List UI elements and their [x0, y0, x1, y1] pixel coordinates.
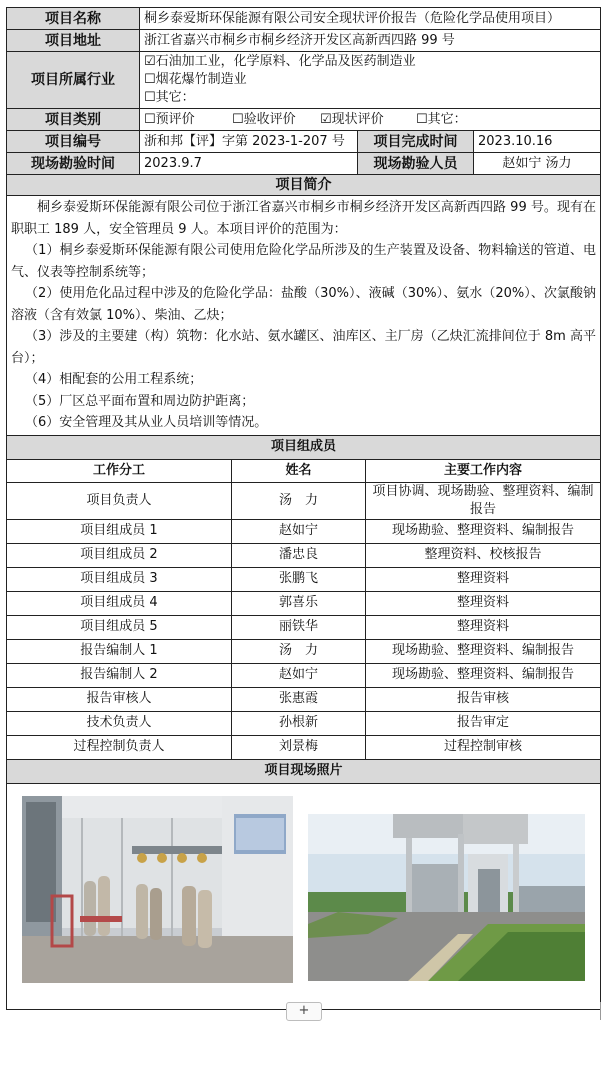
unchecked-box-icon: ☐ [416, 111, 428, 127]
project-address-label: 项目地址 [7, 30, 140, 52]
checked-box-icon: ☑ [320, 111, 332, 127]
member-role: 项目组成员 4 [7, 591, 232, 615]
category-options [140, 109, 601, 131]
member-work: 现场勘验、整理资料、编制报告 [366, 519, 601, 543]
table-row [7, 687, 601, 711]
checked-box-icon: ☑ [144, 54, 156, 69]
member-work: 整理资料 [366, 567, 601, 591]
building-exterior-image [308, 814, 585, 981]
survey-time-value: 2023.9.7 [140, 153, 358, 175]
member-name: 赵如宁 [232, 663, 366, 687]
table-row [7, 663, 601, 687]
member-name: 丽铁华 [232, 615, 366, 639]
info-table [6, 7, 601, 436]
member-role: 项目组成员 1 [7, 519, 232, 543]
member-role: 报告编制人 2 [7, 663, 232, 687]
industry-option-petrochem: ☑石油加工业，化学原料、化学品及医药制造业 [144, 54, 416, 69]
member-name: 张惠霞 [232, 687, 366, 711]
member-role: 项目组成员 3 [7, 567, 232, 591]
finish-time-value: 2023.10.16 [474, 131, 601, 153]
industry-option-fireworks: ☐烟花爆竹制造业 [144, 72, 247, 87]
category-option-current: ☑现状评价 [320, 111, 384, 127]
page-edge-divider [600, 1002, 601, 1020]
member-work: 过程控制审核 [366, 735, 601, 759]
member-work: 项目协调、现场勘验、整理资料、编制报告 [366, 482, 601, 519]
unchecked-box-icon: ☐ [232, 111, 244, 127]
table-row [7, 519, 601, 543]
member-name: 刘景梅 [232, 735, 366, 759]
intro-title: 项目简介 [7, 175, 601, 196]
member-work: 报告审核 [366, 687, 601, 711]
photos-title: 项目现场照片 [7, 759, 601, 783]
category-option-pre: ☐预评价 [144, 111, 195, 127]
member-role: 项目组成员 2 [7, 543, 232, 567]
add-row-button[interactable]: + [286, 1002, 322, 1021]
member-role: 报告审核人 [7, 687, 232, 711]
report-sheet [6, 7, 600, 1010]
member-role: 报告编制人 1 [7, 639, 232, 663]
survey-staff-label: 现场勘验人员 [358, 153, 474, 175]
member-name: 郭喜乐 [232, 591, 366, 615]
member-name: 孙根新 [232, 711, 366, 735]
member-name: 潘忠良 [232, 543, 366, 567]
member-role: 项目组成员 5 [7, 615, 232, 639]
cylinder-room-image [22, 796, 293, 983]
table-row [7, 639, 601, 663]
member-work: 整理资料 [366, 591, 601, 615]
table-row [7, 711, 601, 735]
team-header-role: 工作分工 [7, 459, 232, 482]
member-role: 技术负责人 [7, 711, 232, 735]
member-name: 汤 力 [232, 482, 366, 519]
unchecked-box-icon: ☐ [144, 72, 156, 87]
project-address-value: 浙江省嘉兴市桐乡市桐乡经济开发区高新西四路 99 号 [140, 30, 601, 52]
table-row [7, 735, 601, 759]
survey-time-label: 现场勘验时间 [7, 153, 140, 175]
table-row [7, 591, 601, 615]
member-role: 过程控制负责人 [7, 735, 232, 759]
project-name-value: 桐乡泰爱斯环保能源有限公司安全现状评价报告（危险化学品使用项目） [140, 8, 601, 30]
unchecked-box-icon: ☐ [144, 90, 156, 105]
team-header-work: 主要工作内容 [366, 459, 601, 482]
member-work: 现场勘验、整理资料、编制报告 [366, 663, 601, 687]
member-name: 张鹏飞 [232, 567, 366, 591]
intro-paragraph: （6）安全管理及其从业人员培训等情况。 [25, 415, 268, 430]
member-work: 现场勘验、整理资料、编制报告 [366, 639, 601, 663]
category-option-acceptance: ☐验收评价 [232, 111, 296, 127]
category-option-other: ☐其它： [416, 111, 467, 127]
table-row [7, 615, 601, 639]
member-role: 项目负责人 [7, 482, 232, 519]
team-header-name: 姓名 [232, 459, 366, 482]
table-row [7, 482, 601, 519]
table-row [7, 567, 601, 591]
intro-paragraph: （2）使用危化品过程中涉及的危险化学品：盐酸（30%）、液碱（30%）、氨水（20%）、次氯酸钠溶液（含有效氯 10%）、柴油、乙炔； [11, 286, 596, 323]
member-work: 整理资料、校核报告 [366, 543, 601, 567]
intro-paragraph: （3）涉及的主要建（构）筑物：化水站、氨水罐区、油库区、主厂房（乙炔汇流排间位于 8m 高平台）； [11, 329, 596, 366]
site-photo-cylinder-room [22, 796, 293, 983]
industry-label: 项目所属行业 [7, 52, 140, 109]
team-title: 项目组成员 [7, 435, 601, 459]
intro-body [7, 196, 601, 436]
project-number-label: 项目编号 [7, 131, 140, 153]
intro-paragraph: （4）相配套的公用工程系统； [25, 372, 203, 387]
unchecked-box-icon: ☐ [144, 111, 156, 127]
industry-options [140, 52, 601, 109]
project-name-label: 项目名称 [7, 8, 140, 30]
member-name: 赵如宁 [232, 519, 366, 543]
finish-time-label: 项目完成时间 [358, 131, 474, 153]
member-name: 汤 力 [232, 639, 366, 663]
project-number-value: 浙和邦【评】字第 2023-1-207 号 [140, 131, 358, 153]
intro-paragraph: 桐乡泰爱斯环保能源有限公司位于浙江省嘉兴市桐乡市桐乡经济开发区高新西四路 99 号。现有在职职工 189 人，安全管理员 9 人。本项目评价的范围为： [11, 200, 596, 237]
industry-option-other: ☐其它： [144, 90, 195, 105]
photos-cell [7, 783, 601, 1009]
category-label: 项目类别 [7, 109, 140, 131]
intro-paragraph: （5）厂区总平面布置和周边防护距离； [25, 393, 255, 409]
site-photo-building-exterior [308, 814, 585, 981]
member-work: 报告审定 [366, 711, 601, 735]
survey-staff-value: 赵如宁 汤力 [474, 153, 601, 175]
member-work: 整理资料 [366, 615, 601, 639]
intro-paragraph: （1）桐乡泰爱斯环保能源有限公司使用危险化学品所涉及的生产装置及设备、物料输送的管道、电气、仪表等控制系统等； [11, 243, 596, 280]
team-table [6, 435, 601, 1010]
table-row [7, 543, 601, 567]
